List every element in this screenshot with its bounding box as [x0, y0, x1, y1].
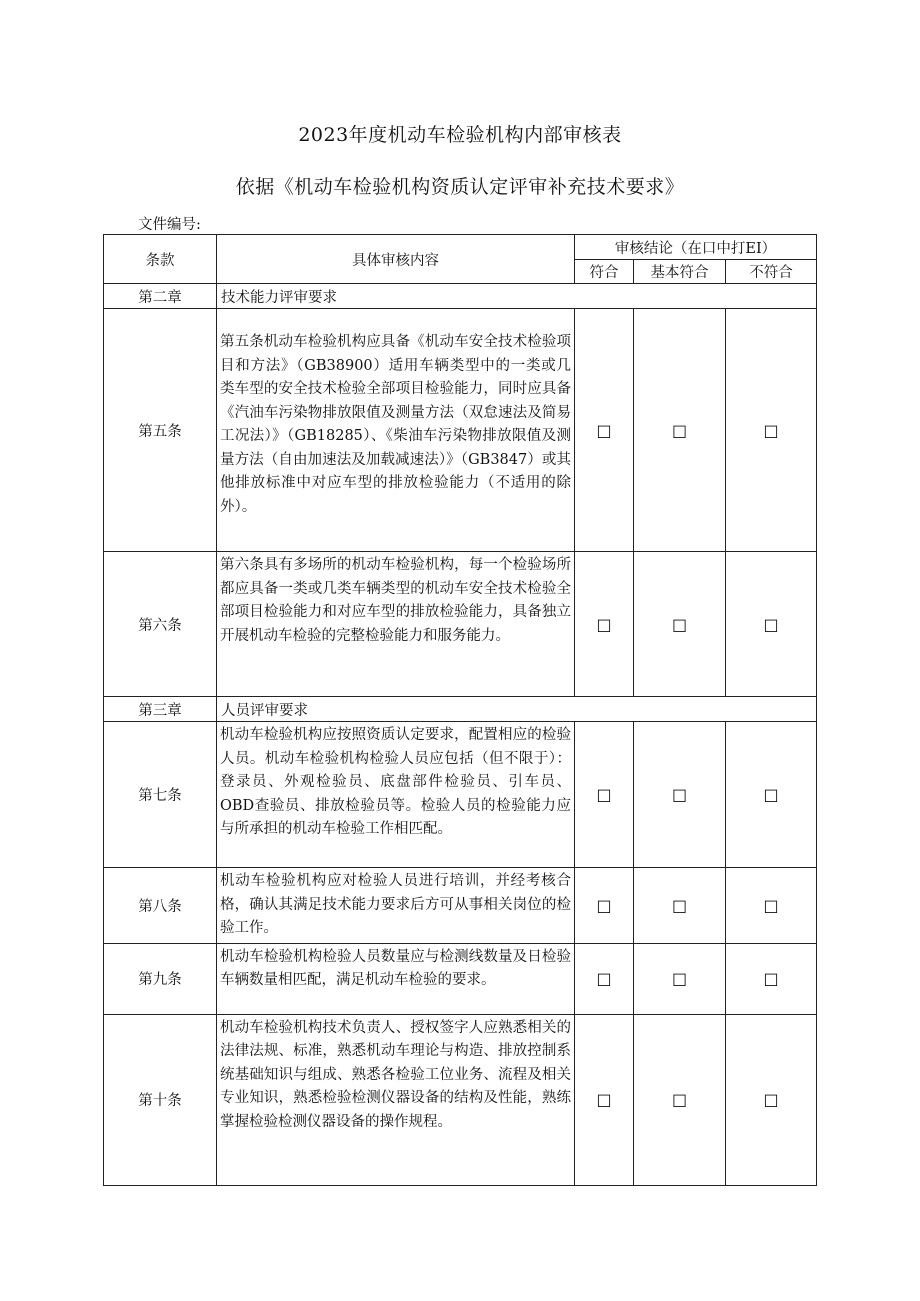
table-row	[104, 943, 817, 1014]
document-number-label: 文件编号:	[138, 217, 201, 233]
chapter-title: 人员评审要求	[217, 697, 817, 722]
chapter-row	[104, 284, 817, 309]
header-content: 具体审核内容	[217, 235, 575, 284]
header-option-noncomply: 不符合	[726, 260, 817, 284]
header-option-basic: 基本符合	[634, 260, 726, 284]
table-row	[104, 868, 817, 944]
checkbox-noncomply[interactable]: □	[726, 1014, 817, 1185]
checkbox-comply[interactable]: □	[575, 309, 634, 552]
checkbox-basic-comply[interactable]: □	[634, 943, 726, 1014]
checkbox-comply[interactable]: □	[575, 722, 634, 868]
document-title: 2023年度机动车检验机构内部审核表	[298, 124, 622, 146]
chapter-title: 技术能力评审要求	[217, 284, 817, 309]
checkbox-comply[interactable]: □	[575, 868, 634, 944]
clause-number: 第九条	[104, 943, 217, 1014]
header-option-comply: 符合	[575, 260, 634, 284]
checkbox-noncomply[interactable]: □	[726, 722, 817, 868]
clause-content: 机动车检验机构应对检验人员进行培训，并经考核合格，确认其满足技术能力要求后方可从事相关岗位的检验工作。	[217, 868, 575, 944]
chapter-row	[104, 697, 817, 722]
table-row	[104, 309, 817, 552]
clause-number: 第十条	[104, 1014, 217, 1185]
table-row	[104, 552, 817, 697]
clause-content: 第五条机动车检验机构应具备《机动车安全技术检验项目和方法》（GB38900）适用车辆类型中的一类或几类车型的安全技术检验全部项目检验能力，同时应具备《汽油车污染物排放限值及测量方法（双怠速法及简易工况法）》（GB18285）、《柴油车污染物排放限值及测量方法（自由加速法及加载减速法）》（GB3847）或其他排放标准中对应车型的排放检验能力（不适用的除外）。	[217, 309, 575, 552]
checkbox-noncomply[interactable]: □	[726, 943, 817, 1014]
checkbox-basic-comply[interactable]: □	[634, 868, 726, 944]
clause-number: 第六条	[104, 552, 217, 697]
table-header-row	[104, 235, 817, 260]
checkbox-basic-comply[interactable]: □	[634, 552, 726, 697]
document-subtitle: 依据《机动车检验机构资质认定评审补充技术要求》	[235, 176, 685, 198]
clause-number: 第七条	[104, 722, 217, 868]
clause-content: 机动车检验机构应按照资质认定要求，配置相应的检验人员。机动车检验机构检验人员应包括（但不限于）：登录员、外观检验员、底盘部件检验员、引车员、OBD查验员、排放检验员等。检验人员的检验能力应与所承担的机动车检验工作相匹配。	[217, 722, 575, 868]
header-conclusion: 审核结论（在口中打EI）	[575, 235, 817, 260]
clause-content: 机动车检验机构技术负责人、授权签字人应熟悉相关的法律法规、标准，熟悉机动车理论与构造、排放控制系统基础知识与组成、熟悉各检验工位业务、流程及相关专业知识，熟悉检验检测仪器设备的结构及性能，熟练掌握检验检测仪器设备的操作规程。	[217, 1014, 575, 1185]
checkbox-comply[interactable]: □	[575, 1014, 634, 1185]
table-row	[104, 722, 817, 868]
checkbox-noncomply[interactable]: □	[726, 552, 817, 697]
table-row	[104, 1014, 817, 1185]
checkbox-noncomply[interactable]: □	[726, 309, 817, 552]
clause-content: 机动车检验机构检验人员数量应与检测线数量及日检验车辆数量相匹配，满足机动车检验的要求。	[217, 943, 575, 1014]
header-clause: 条款	[104, 235, 217, 284]
chapter-number: 第二章	[104, 284, 217, 309]
checkbox-noncomply[interactable]: □	[726, 868, 817, 944]
checkbox-basic-comply[interactable]: □	[634, 309, 726, 552]
clause-number: 第八条	[104, 868, 217, 944]
checkbox-comply[interactable]: □	[575, 552, 634, 697]
checkbox-basic-comply[interactable]: □	[634, 722, 726, 868]
checkbox-comply[interactable]: □	[575, 943, 634, 1014]
checkbox-basic-comply[interactable]: □	[634, 1014, 726, 1185]
audit-table	[103, 234, 817, 1186]
chapter-number: 第三章	[104, 697, 217, 722]
clause-number: 第五条	[104, 309, 217, 552]
clause-content: 第六条具有多场所的机动车检验机构，每一个检验场所都应具备一类或几类车辆类型的机动车安全技术检验全部项目检验能力和对应车型的排放检验能力，具备独立开展机动车检验的完整检验能力和服务能力。	[217, 552, 575, 697]
